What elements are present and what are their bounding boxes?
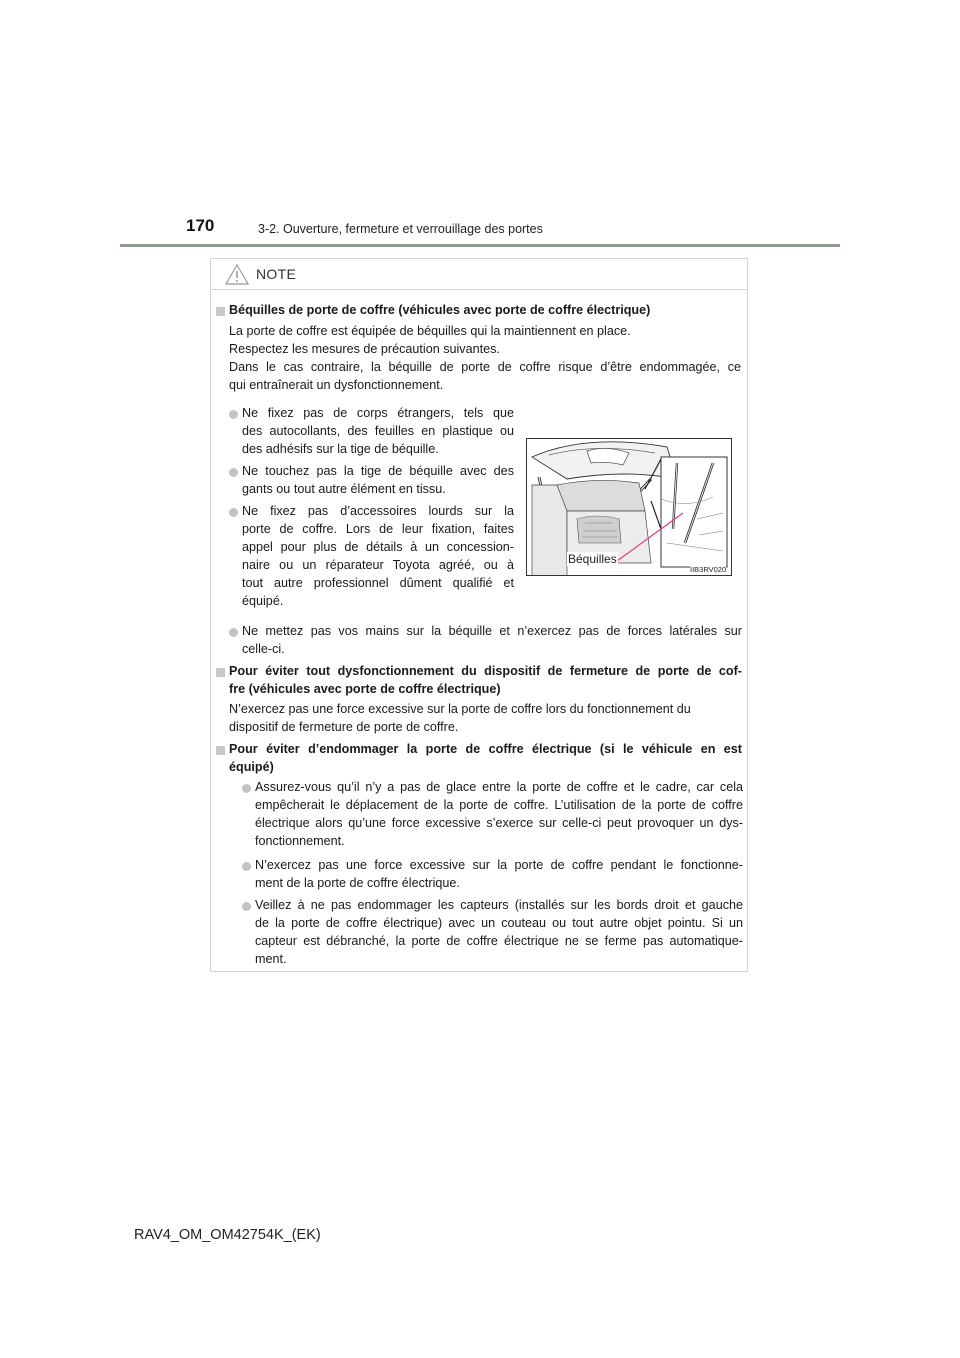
bullet-line: équipé. <box>242 594 284 608</box>
section2-heading-line: fre (véhicules avec porte de coffre électrique) <box>229 682 501 696</box>
note-title: NOTE <box>256 266 297 282</box>
section1-heading: Béquilles de porte de coffre (véhicules avec porte de coffre électrique) <box>229 303 651 317</box>
bullet-dot <box>229 508 238 517</box>
section-marker <box>216 746 225 755</box>
section-marker <box>216 307 225 316</box>
figure-label: Béquilles <box>568 552 617 566</box>
bullet-dot <box>229 468 238 477</box>
bullet-dot <box>229 628 238 637</box>
bullet-line: ment de la porte de coffre électrique. <box>255 876 460 890</box>
bullet-dot <box>242 862 251 871</box>
bullet-line: ment. <box>255 952 287 966</box>
bullet-line: gants ou tout autre élément en tissu. <box>242 482 446 496</box>
bullet-line: fonctionnement. <box>255 834 345 848</box>
bullet-line: électrique alors qu’une force excessive s’exerce sur celle-ci peut provoquer un dys- <box>255 816 743 830</box>
note-header <box>211 259 747 290</box>
bullet-line: Assurez-vous qu’il n’y a pas de glace entre la porte de coffre et le cadre, car cela <box>255 780 743 794</box>
section3-heading-line: équipé) <box>229 760 274 774</box>
document-code: RAV4_OM_OM42754K_(EK) <box>134 1227 321 1243</box>
figure-code: IIB3RV020 <box>690 565 727 574</box>
note-box <box>210 258 748 972</box>
section1-intro-line: qui entraînerait un dysfonctionnement. <box>229 378 444 392</box>
bullet-line: des adhésifs sur la tige de béquille. <box>242 442 439 456</box>
section-marker <box>216 668 225 677</box>
bullet-line: celle-ci. <box>242 642 285 656</box>
section2-heading-line: Pour éviter tout dysfonctionnement du dispositif de fermeture de porte de cof- <box>229 664 742 678</box>
warning-triangle-icon <box>225 264 249 285</box>
section1-intro-line: Respectez les mesures de précaution suivantes. <box>229 342 500 356</box>
bullet-line: tout autre professionnel dûment qualifié et <box>242 576 514 590</box>
tailgate-stays-illustration <box>526 438 732 576</box>
section1-intro-line: La porte de coffre est équipée de béquilles qui la maintiennent en place. <box>229 324 631 338</box>
bullet-line: naire ou un réparateur Toyota agréé, ou à <box>242 558 514 572</box>
bullet-line: Ne fixez pas d’accessoires lourds sur la <box>242 504 514 518</box>
bullet-dot <box>229 410 238 419</box>
section3-heading-line: Pour éviter d’endommager la porte de coffre électrique (si le véhicule en est <box>229 742 742 756</box>
section2-body-line: N’exercez pas une force excessive sur la porte de coffre lors du fonctionnement du <box>229 702 691 716</box>
bullet-line: appel pour plus de détails à un concession- <box>242 540 514 554</box>
section2-body-line: dispositif de fermeture de porte de coffre. <box>229 720 459 734</box>
bullet-line: N’exercez pas une force excessive sur la porte de coffre pendant le fonctionne- <box>255 858 743 872</box>
bullet-dot <box>242 784 251 793</box>
section1-intro-line: Dans le cas contraire, la béquille de porte de coffre risque d’être endommagée, ce <box>229 360 741 374</box>
bullet-line: des autocollants, des feuilles en plastique ou <box>242 424 514 438</box>
bullet-line: capteur est débranché, la porte de coffre électrique ne se ferme pas automatique- <box>255 934 743 948</box>
bullet-line: porte de coffre. Lors de leur fixation, faites <box>242 522 514 536</box>
bullet-line: Veillez à ne pas endommager les capteurs (installés sur les bords droit et gauche <box>255 898 743 912</box>
bullet-line: Ne mettez pas vos mains sur la béquille et n’exercez pas de forces latérales sur <box>242 624 742 638</box>
header-rule <box>120 244 840 247</box>
tailgate-illustration-drawing <box>527 439 732 576</box>
bullet-line: empêcherait le déplacement de la porte de coffre. L’utilisation de la porte de coffre <box>255 798 743 812</box>
page-number: 170 <box>186 216 215 235</box>
bullet-line: de la porte de coffre électrique) avec un couteau ou tout autre objet pointu. Si un <box>255 916 743 930</box>
section-title: 3-2. Ouverture, fermeture et verrouillage des portes <box>258 222 543 236</box>
bullet-dot <box>242 902 251 911</box>
bullet-line: Ne fixez pas de corps étrangers, tels que <box>242 406 514 420</box>
bullet-line: Ne touchez pas la tige de béquille avec des <box>242 464 514 478</box>
